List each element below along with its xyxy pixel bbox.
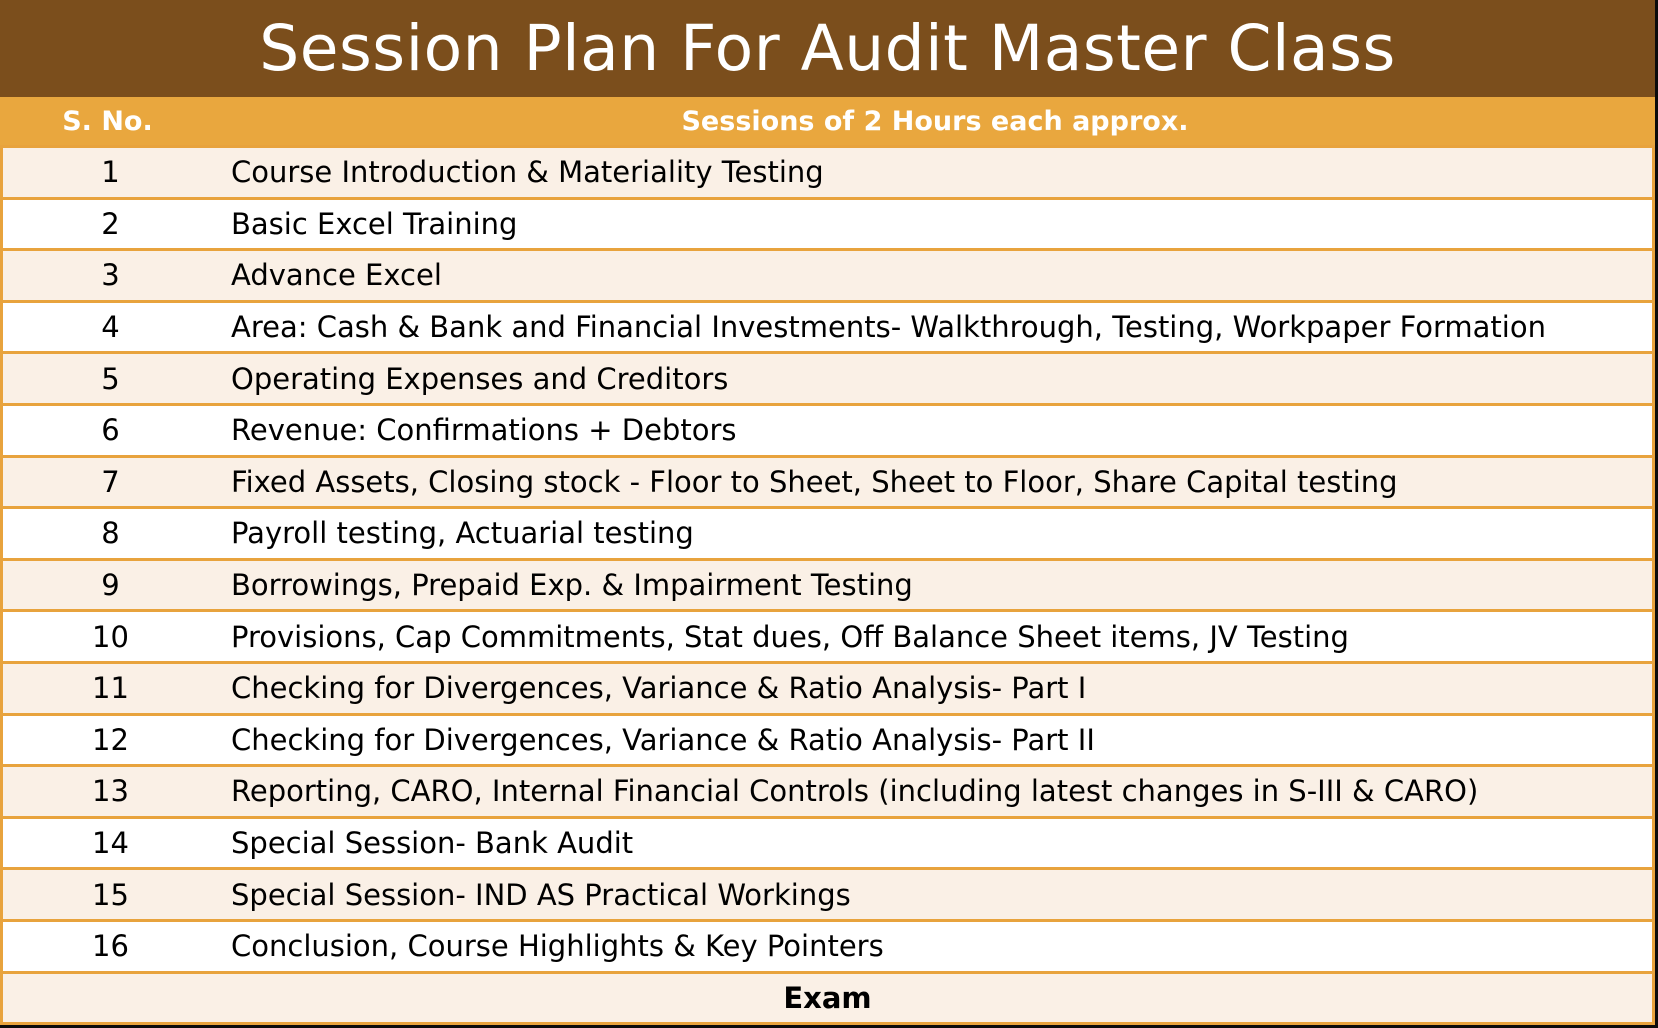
table-row bbox=[3, 919, 1652, 971]
page-title: Session Plan For Audit Master Class bbox=[259, 12, 1396, 85]
exam-row bbox=[3, 971, 1652, 1023]
table-row bbox=[3, 661, 1652, 713]
session-name: Borrowings, Prepaid Exp. & Impairment Testing bbox=[231, 568, 913, 603]
session-name: Special Session- IND AS Practical Workings bbox=[231, 877, 851, 912]
table-body bbox=[0, 145, 1655, 1025]
session-name: Reporting, CARO, Internal Financial Controls (including latest changes in S-III & CARO) bbox=[231, 774, 1479, 809]
session-name: Fixed Assets, Closing stock - Floor to Sheet, Sheet to Floor, Share Capital testing bbox=[231, 464, 1398, 499]
table-row bbox=[3, 351, 1652, 403]
table-row bbox=[3, 403, 1652, 455]
row-number: 10 bbox=[92, 619, 129, 654]
table-row bbox=[3, 506, 1652, 558]
table-row bbox=[3, 300, 1652, 352]
session-name: Course Introduction & Materiality Testing bbox=[231, 155, 824, 190]
session-name: Provisions, Cap Commitments, Stat dues, Off Balance Sheet items, JV Testing bbox=[231, 619, 1349, 654]
row-number: 14 bbox=[92, 826, 129, 861]
column-header-sessions: Sessions of 2 Hours each approx. bbox=[681, 105, 1189, 137]
table-row bbox=[3, 455, 1652, 507]
row-number: 12 bbox=[92, 722, 129, 757]
table-row bbox=[3, 609, 1652, 661]
row-number: 6 bbox=[101, 413, 120, 448]
row-number: 7 bbox=[101, 464, 120, 499]
table-row bbox=[3, 248, 1652, 300]
row-number: 4 bbox=[101, 310, 120, 345]
table-row bbox=[3, 558, 1652, 610]
row-number: 13 bbox=[92, 774, 129, 809]
session-name: Conclusion, Course Highlights & Key Pointers bbox=[231, 929, 884, 964]
row-number: 5 bbox=[101, 361, 120, 396]
table-header-row bbox=[0, 97, 1655, 145]
session-name: Revenue: Confirmations + Debtors bbox=[231, 413, 737, 448]
session-name: Area: Cash & Bank and Financial Investments- Walkthrough, Testing, Workpaper Formation bbox=[231, 310, 1546, 345]
row-number: 2 bbox=[101, 206, 120, 241]
session-name: Operating Expenses and Creditors bbox=[231, 361, 729, 396]
table-row bbox=[3, 713, 1652, 765]
row-number: 9 bbox=[101, 568, 120, 603]
table-row bbox=[3, 764, 1652, 816]
table-row bbox=[3, 197, 1652, 249]
session-name: Checking for Divergences, Variance & Ratio Analysis- Part I bbox=[231, 671, 1087, 706]
session-name: Checking for Divergences, Variance & Ratio Analysis- Part II bbox=[231, 722, 1095, 757]
row-number: 15 bbox=[92, 877, 129, 912]
row-number: 1 bbox=[101, 155, 120, 190]
table-row bbox=[3, 145, 1652, 197]
session-name: Basic Excel Training bbox=[231, 206, 518, 241]
row-number: 11 bbox=[92, 671, 129, 706]
table-row bbox=[3, 816, 1652, 868]
session-name: Special Session- Bank Audit bbox=[231, 826, 634, 861]
exam-label: Exam bbox=[783, 980, 872, 1015]
row-number: 8 bbox=[101, 516, 120, 551]
session-name: Advance Excel bbox=[231, 258, 442, 293]
table-row bbox=[3, 867, 1652, 919]
row-number: 16 bbox=[92, 929, 129, 964]
row-number: 3 bbox=[101, 258, 120, 293]
column-header-sno: S. No. bbox=[62, 105, 153, 137]
title-bar bbox=[0, 0, 1655, 97]
session-name: Payroll testing, Actuarial testing bbox=[231, 516, 694, 551]
